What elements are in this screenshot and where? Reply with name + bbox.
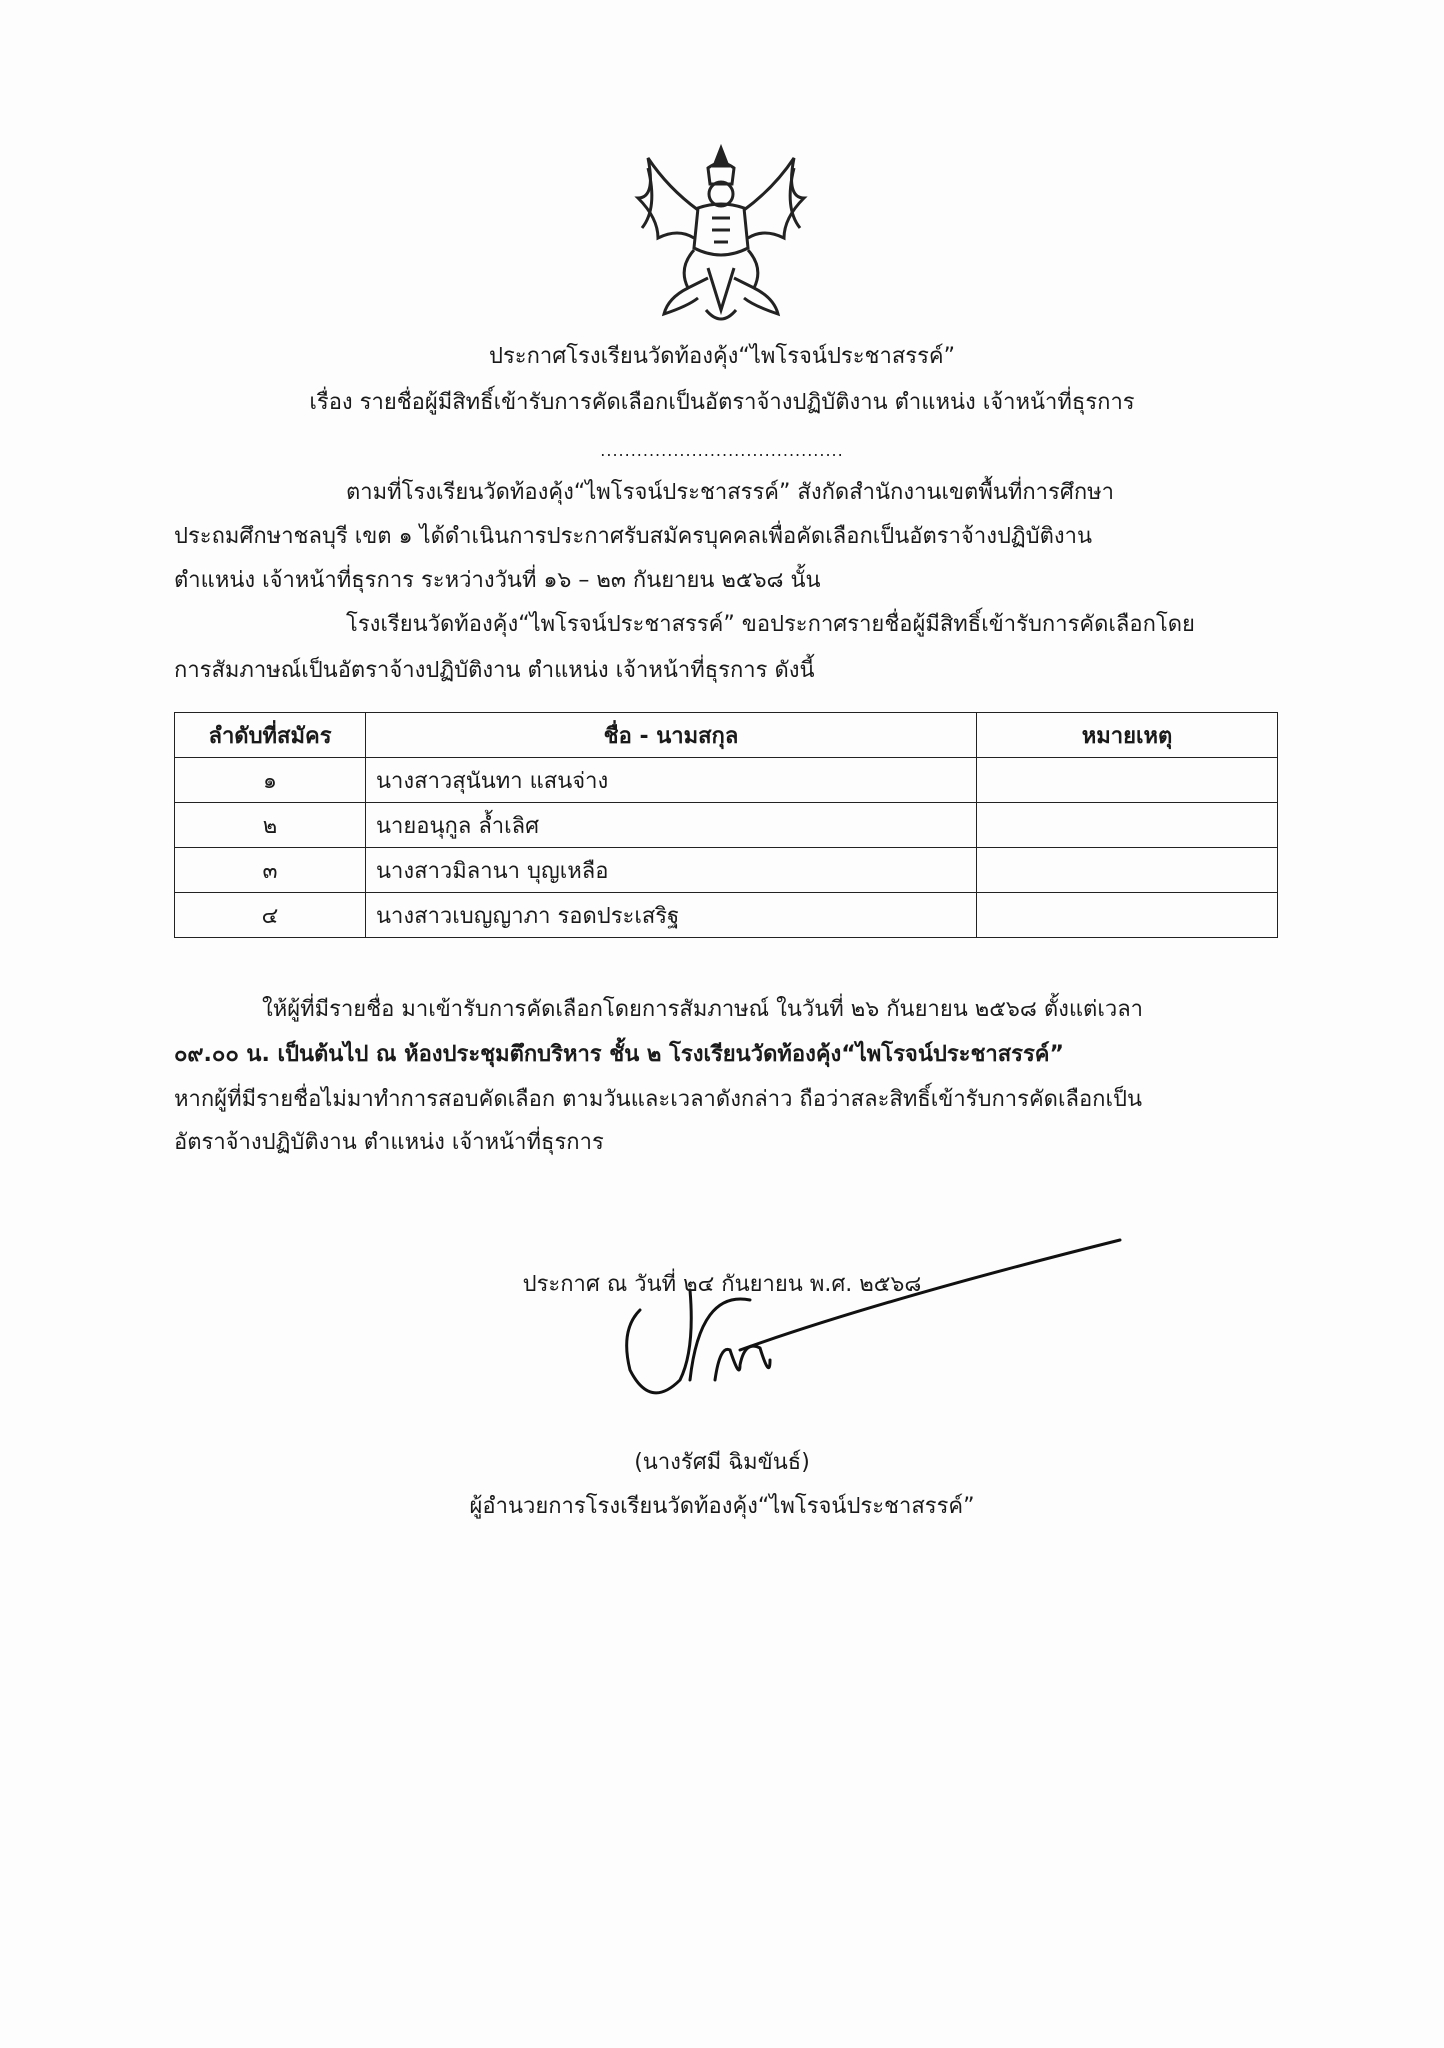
instruction-line-2: ๐๙.๐๐ น. เป็นต้นไป ณ ห้องประชุมตึกบริหาร ชั้น ๒ โรงเรียนวัดท้องคุ้ง“ไพโรจน์ประชาสรรค์” — [174, 1042, 1064, 1067]
separator: ........................................ — [600, 441, 844, 460]
column-header-order: ลำดับที่สมัคร — [175, 713, 366, 758]
row-note — [977, 893, 1278, 938]
column-header-note: หมายเหตุ — [977, 713, 1278, 758]
table-row — [175, 893, 1278, 938]
row-name: นางสาวสุนันทา แสนจ่าง — [366, 758, 977, 803]
row-order: ๒ — [175, 803, 366, 848]
row-name: นางสาวมิลานา บุญเหลือ — [366, 848, 977, 893]
signer-name: (นางรัศมี ฉิมขันธ์) — [634, 1450, 810, 1475]
document-title: ประกาศโรงเรียนวัดท้องคุ้ง“ไพโรจน์ประชาสรรค์” — [488, 344, 956, 369]
garuda-emblem-icon — [628, 138, 814, 334]
intro-line-5: การสัมภาษณ์เป็นอัตราจ้างปฏิบัติงาน ตำแหน่ง เจ้าหน้าที่ธุรการ ดังนี้ — [174, 658, 815, 683]
handwritten-signature-icon — [620, 1230, 1140, 1430]
intro-line-4: โรงเรียนวัดท้องคุ้ง“ไพโรจน์ประชาสรรค์” ขอประกาศรายชื่อผู้มีสิทธิ์เข้ารับการคัดเลือกโดย — [346, 612, 1195, 637]
row-note — [977, 803, 1278, 848]
document-subject: เรื่อง รายชื่อผู้มีสิทธิ์เข้ารับการคัดเลือกเป็นอัตราจ้างปฏิบัติงาน ตำแหน่ง เจ้าหน้าที่ธุรการ — [309, 390, 1135, 415]
table-row — [175, 848, 1278, 893]
intro-line-3: ตำแหน่ง เจ้าหน้าที่ธุรการ ระหว่างวันที่ ๑๖ – ๒๓ กันยายน ๒๕๖๘ นั้น — [174, 568, 821, 593]
instruction-line-3: หากผู้ที่มีรายชื่อไม่มาทำการสอบคัดเลือก ตามวันและเวลาดังกล่าว ถือว่าสละสิทธิ์เข้ารับการคัดเลือกเป็น — [174, 1087, 1142, 1112]
announcement-date: ประกาศ ณ วันที่ ๒๔ กันยายน พ.ศ. ๒๕๖๘ — [522, 1272, 922, 1297]
row-order: ๓ — [175, 848, 366, 893]
table-row — [175, 803, 1278, 848]
row-name: นายอนุกูล ล้ำเลิศ — [366, 803, 977, 848]
table-header-row — [175, 713, 1278, 758]
row-note — [977, 758, 1278, 803]
intro-line-1: ตามที่โรงเรียนวัดท้องคุ้ง“ไพโรจน์ประชาสรรค์” สังกัดสำนักงานเขตพื้นที่การศึกษา — [346, 480, 1114, 505]
intro-line-2: ประถมศึกษาชลบุรี เขต ๑ ได้ดำเนินการประกาศรับสมัครบุคคลเพื่อคัดเลือกเป็นอัตราจ้างปฏิบัติงาน — [174, 524, 1093, 549]
signer-position: ผู้อำนวยการโรงเรียนวัดท้องคุ้ง“ไพโรจน์ประชาสรรค์” — [469, 1494, 975, 1519]
instruction-line-4: อัตราจ้างปฏิบัติงาน ตำแหน่ง เจ้าหน้าที่ธุรการ — [174, 1130, 604, 1155]
row-note — [977, 848, 1278, 893]
row-order: ๑ — [175, 758, 366, 803]
candidate-table — [174, 712, 1278, 938]
row-order: ๔ — [175, 893, 366, 938]
row-name: นางสาวเบญญาภา รอดประเสริฐ — [366, 893, 977, 938]
table-row — [175, 758, 1278, 803]
instruction-line-1: ให้ผู้ที่มีรายชื่อ มาเข้ารับการคัดเลือกโดยการสัมภาษณ์ ในวันที่ ๒๖ กันยายน ๒๕๖๘ ตั้งแต่เวลา — [262, 997, 1144, 1022]
column-header-name: ชื่อ - นามสกุล — [366, 713, 977, 758]
